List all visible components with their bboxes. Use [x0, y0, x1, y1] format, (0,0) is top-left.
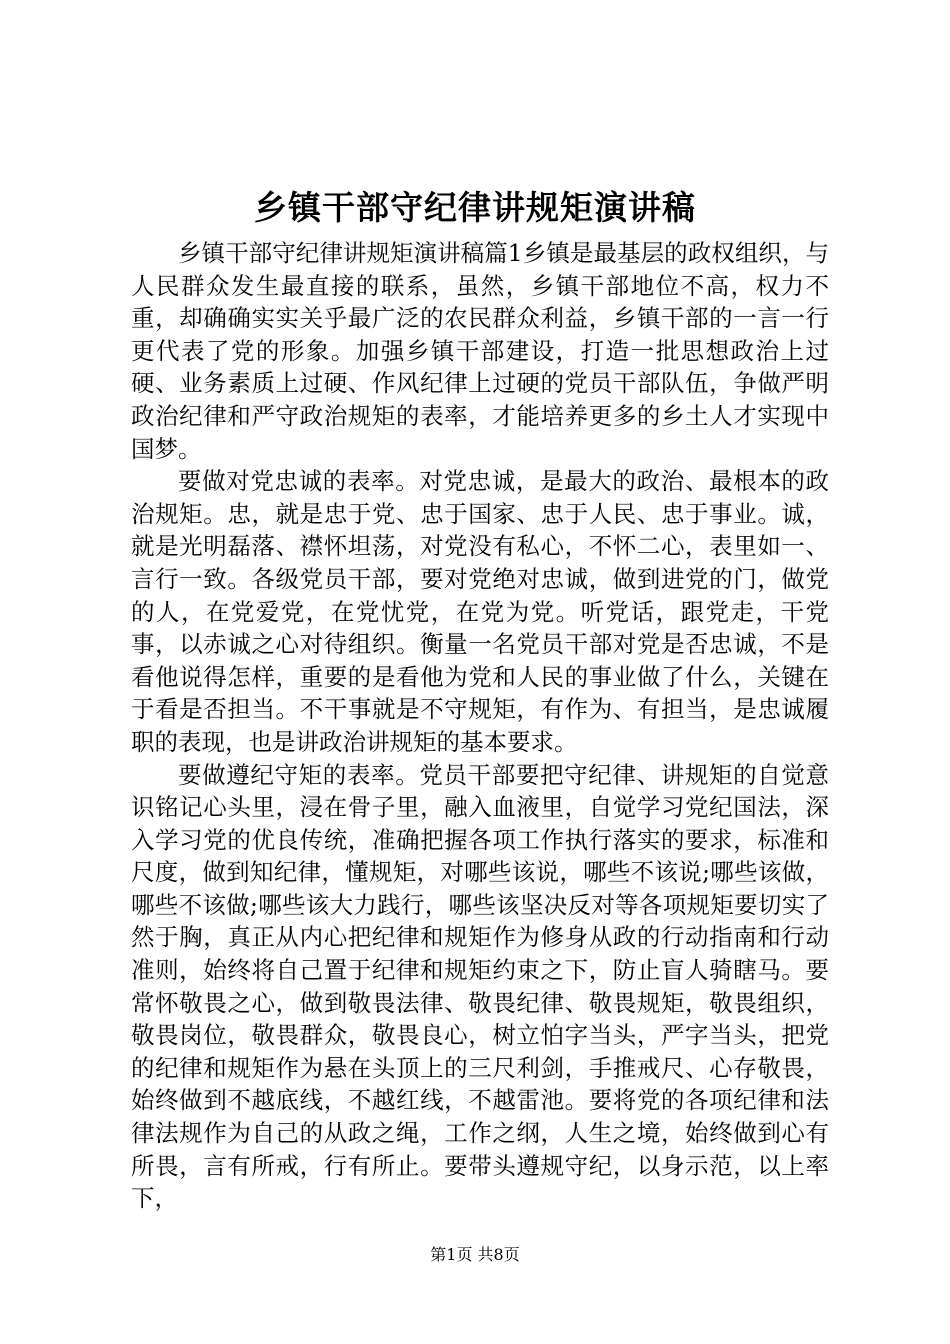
page-footer: 第1页 共8页: [430, 1245, 520, 1264]
paragraph-2: 要做对党忠诚的表率。对党忠诚，是最大的政治、最根本的政治规矩。忠，就是忠于党、忠于国家、忠于人民、忠于事业。诚，就是光明磊落、襟怀坦荡，对党没有私心，不怀二心，表里如一、言行一致。各级党员干部，要对党绝对忠诚，做到进党的门，做党的人，在党爱党，在党忧党，在党为党。听党话，跟党走，干党事，以赤诚之心对待组织。衡量一名党员干部对党是否忠诚，不是看他说得怎样，重要的是看他为党和人民的事业做了什么，关键在于看是否担当。不干事就是不守规矩，有作为、有担当，是忠诚履职的表现，也是讲政治讲规矩的基本要求。: [131, 467, 829, 756]
document-body: [131, 237, 829, 1215]
paragraph-3: 要做遵纪守矩的表率。党员干部要把守纪律、讲规矩的自觉意识铭记心头里，浸在骨子里，融入血液里，自觉学习党纪国法，深入学习党的优良传统，准确把握各项工作执行落实的要求，标准和尺度，做到知纪律，懂规矩，对哪些该说，哪些不该说;哪些该做，哪些不该做;哪些该大力践行，哪些该坚决反对等各项规矩要切实了然于胸，真正从内心把纪律和规矩作为修身从政的行动指南和行动准则，始终将自己置于纪律和规矩约束之下，防止盲人骑瞎马。要常怀敬畏之心，做到敬畏法律、敬畏纪律、敬畏规矩，敬畏组织，敬畏岗位，敬畏群众，敬畏良心，树立怕字当头，严字当头，把党的纪律和规矩作为悬在头顶上的三尺利剑，手推戒尺、心存敬畏，始终做到不越底线，不越红线，不越雷池。要将党的各项纪律和法律法规作为自己的从政之绳，工作之纲，人生之境，始终做到心有所畏，言有所戒，行有所止。要带头遵规守纪，以身示范，以上率下，: [131, 760, 829, 1213]
document-title: 乡镇干部守纪律讲规矩演讲稿: [254, 188, 696, 227]
paragraph-1: 乡镇干部守纪律讲规矩演讲稿篇1乡镇是最基层的政权组织，与人民群众发生最直接的联系，虽然，乡镇干部地位不高，权力不重，却确确实实关乎最广泛的农民群众利益，乡镇干部的一言一行更代表了党的形象。加强乡镇干部建设，打造一批思想政治上过硬、业务素质上过硬、作风纪律上过硬的党员干部队伍，争做严明政治纪律和严守政治规矩的表率，才能培养更多的乡土人才实现中国梦。: [131, 239, 829, 463]
